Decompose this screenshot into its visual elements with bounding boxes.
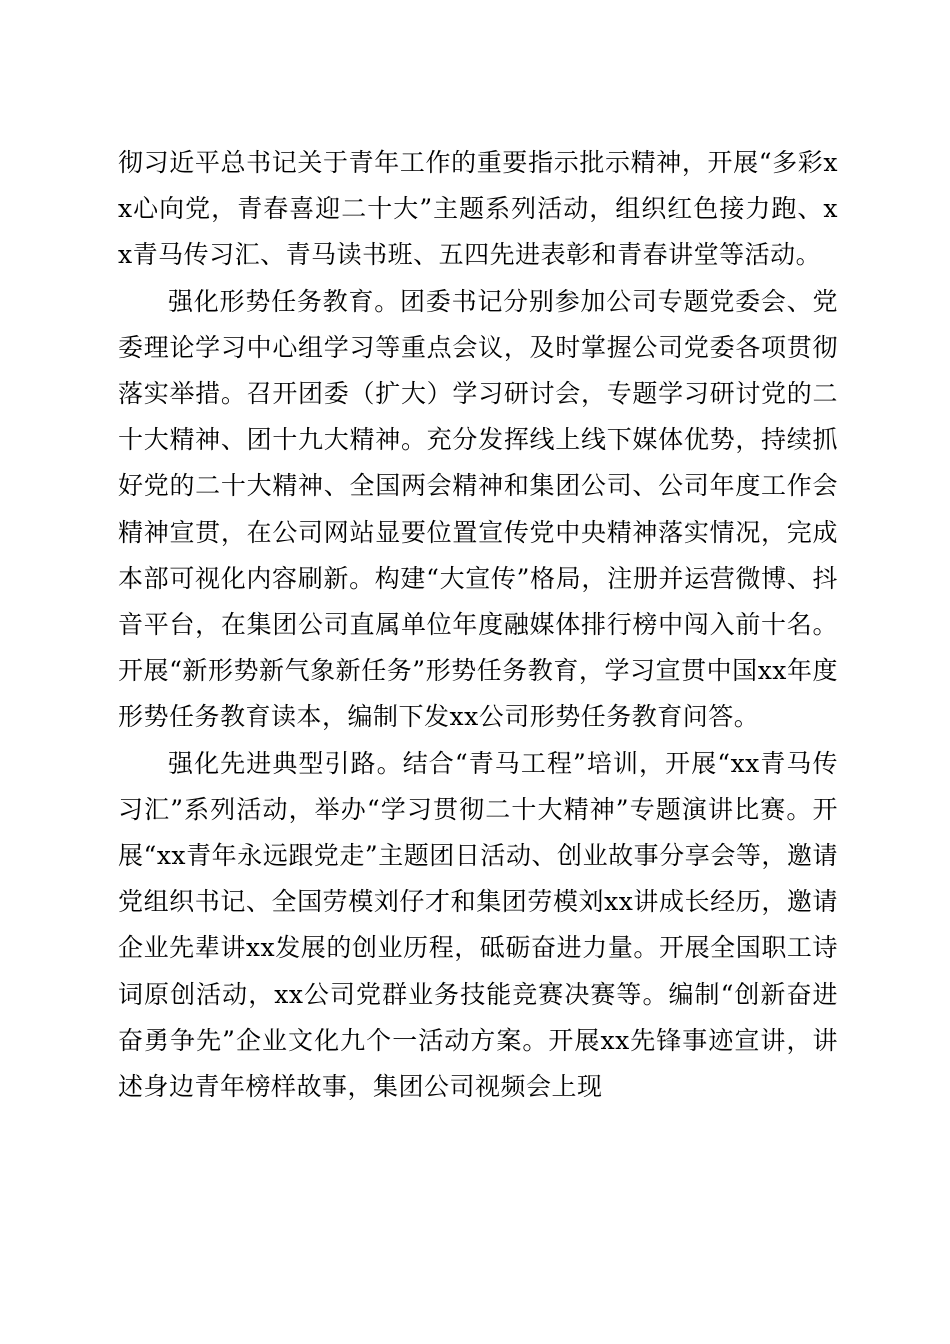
paragraph-1: 彻习近平总书记关于青年工作的重要指示批示精神，开展“多彩xx心向党，青春喜迎二十大”主题系列活动，组织红色接力跑、xx青马传习汇、青马读书班、五四先进表彰和青春讲堂等活动。 [118,148,838,270]
paragraph-2: 强化形势任务教育。团委书记分别参加公司专题党委会、党委理论学习中心组学习等重点会议，及时掌握公司党委各项贯彻落实举措。召开团委（扩大）学习研讨会，专题学习研讨党的二十大精神、团十九大精神。充分发挥线上线下媒体优势，持续抓好党的二十大精神、全国两会精神和集团公司、公司年度工作会精神宣贯，在公司网站显要位置宣传党中央精神落实情况，完成本部可视化内容刷新。构建“大宣传”格局，注册并运营微博、抖音平台，在集团公司直属单位年度融媒体排行榜中闯入前十名。开展“新形势新气象新任务”形势任务教育，学习宣贯中国xx年度形势任务教育读本，编制下发xx公司形势任务教育问答。 [118,286,838,732]
document-body [118,140,838,1110]
paragraph-3: 强化先进典型引路。结合“青马工程”培训，开展“xx青马传习汇”系列活动，举办“学习贯彻二十大精神”专题演讲比赛。开展“xx青年永远跟党走”主题团日活动、创业故事分享会等，邀请党组织书记、全国劳模刘仔才和集团劳模刘xx讲成长经历，邀请企业先辈讲xx发展的创业历程，砥砺奋进力量。开展全国职工诗词原创活动，xx公司党群业务技能竞赛决赛等。编制“创新奋进奋勇争先”企业文化九个一活动方案。开展xx先锋事迹宣讲，讲述身边青年榜样故事，集团公司视频会上现 [118,748,838,1102]
